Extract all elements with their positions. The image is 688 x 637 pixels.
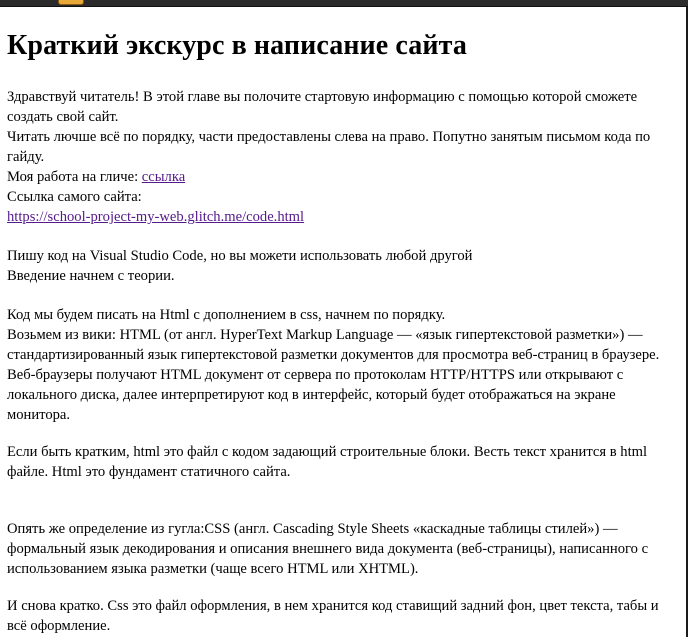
html-short-summary: Если быть кратким, html это файл с кодом задающий строительные блоки. Весть текст хранится в html файле. Html это фундамент статичного сайта. [7,444,648,480]
editor-line: Пишу код на Visual Studio Code, но вы можети использовать любой другой [7,248,473,264]
glitch-label: Моя работа на гличе: [7,169,142,185]
site-link-line [7,207,679,227]
spacer [7,482,679,519]
theory-intro-line: Введение начнем с теории. [7,268,175,284]
browser-top-bar [0,0,688,7]
browser-tab-icon[interactable] [58,0,84,5]
html-intro-line: Код мы будем писать на Html с дополнением в css, начнем по порядку. [7,307,446,323]
page-title: Краткий экскурс в написание сайта [7,30,467,61]
css-short-summary: И снова кратко. Css это файл оформления, в нем хранится код ставищий задний фон, цвет текста, табы и всё оформление. [7,598,659,634]
spacer [7,227,679,246]
glitch-line [7,167,679,187]
site-link[interactable]: https://school-project-my-web.glitch.me/code.html [7,209,305,225]
intro-reading-order: Читать лючше всё по порядку, части предоставлены слева на право. Попутно занятым письмом кода по гайду. [7,129,651,165]
site-label: Ссылка самого сайта: [7,189,142,205]
article [7,26,679,636]
spacer [7,286,679,305]
glitch-link[interactable]: ссылка [141,169,186,185]
html-definition: Возьмем из вики: HTML (от англ. HyperText Markup Language — «язык гипертекстовой разметки») — стандартизированный язык гипертекстовой разметки документов для просмотра веб-страниц в браузере. Веб-браузеры получают HTML документ от сервера по протоколам HTTP/HTTPS или открывают с локального диска, далее интерпретируют код в интерфейс, который будет отображаться на экране монитора. [7,327,660,423]
intro-greeting: Здравствуй читатель! В этой главе вы полочите стартовую информацию с помощью которой сможете создать свой сайт. [7,89,638,125]
spacer [7,425,679,442]
spacer [7,579,679,596]
css-definition: Опять же определение из гугла:CSS (англ. Cascading Style Sheets «каскадные таблицы стилей») — формальный язык декодирования и описания внешнего вида документа (веб-страницы), написанного с использованием языка разметки (чаще всего HTML или XHTML). [7,521,649,577]
